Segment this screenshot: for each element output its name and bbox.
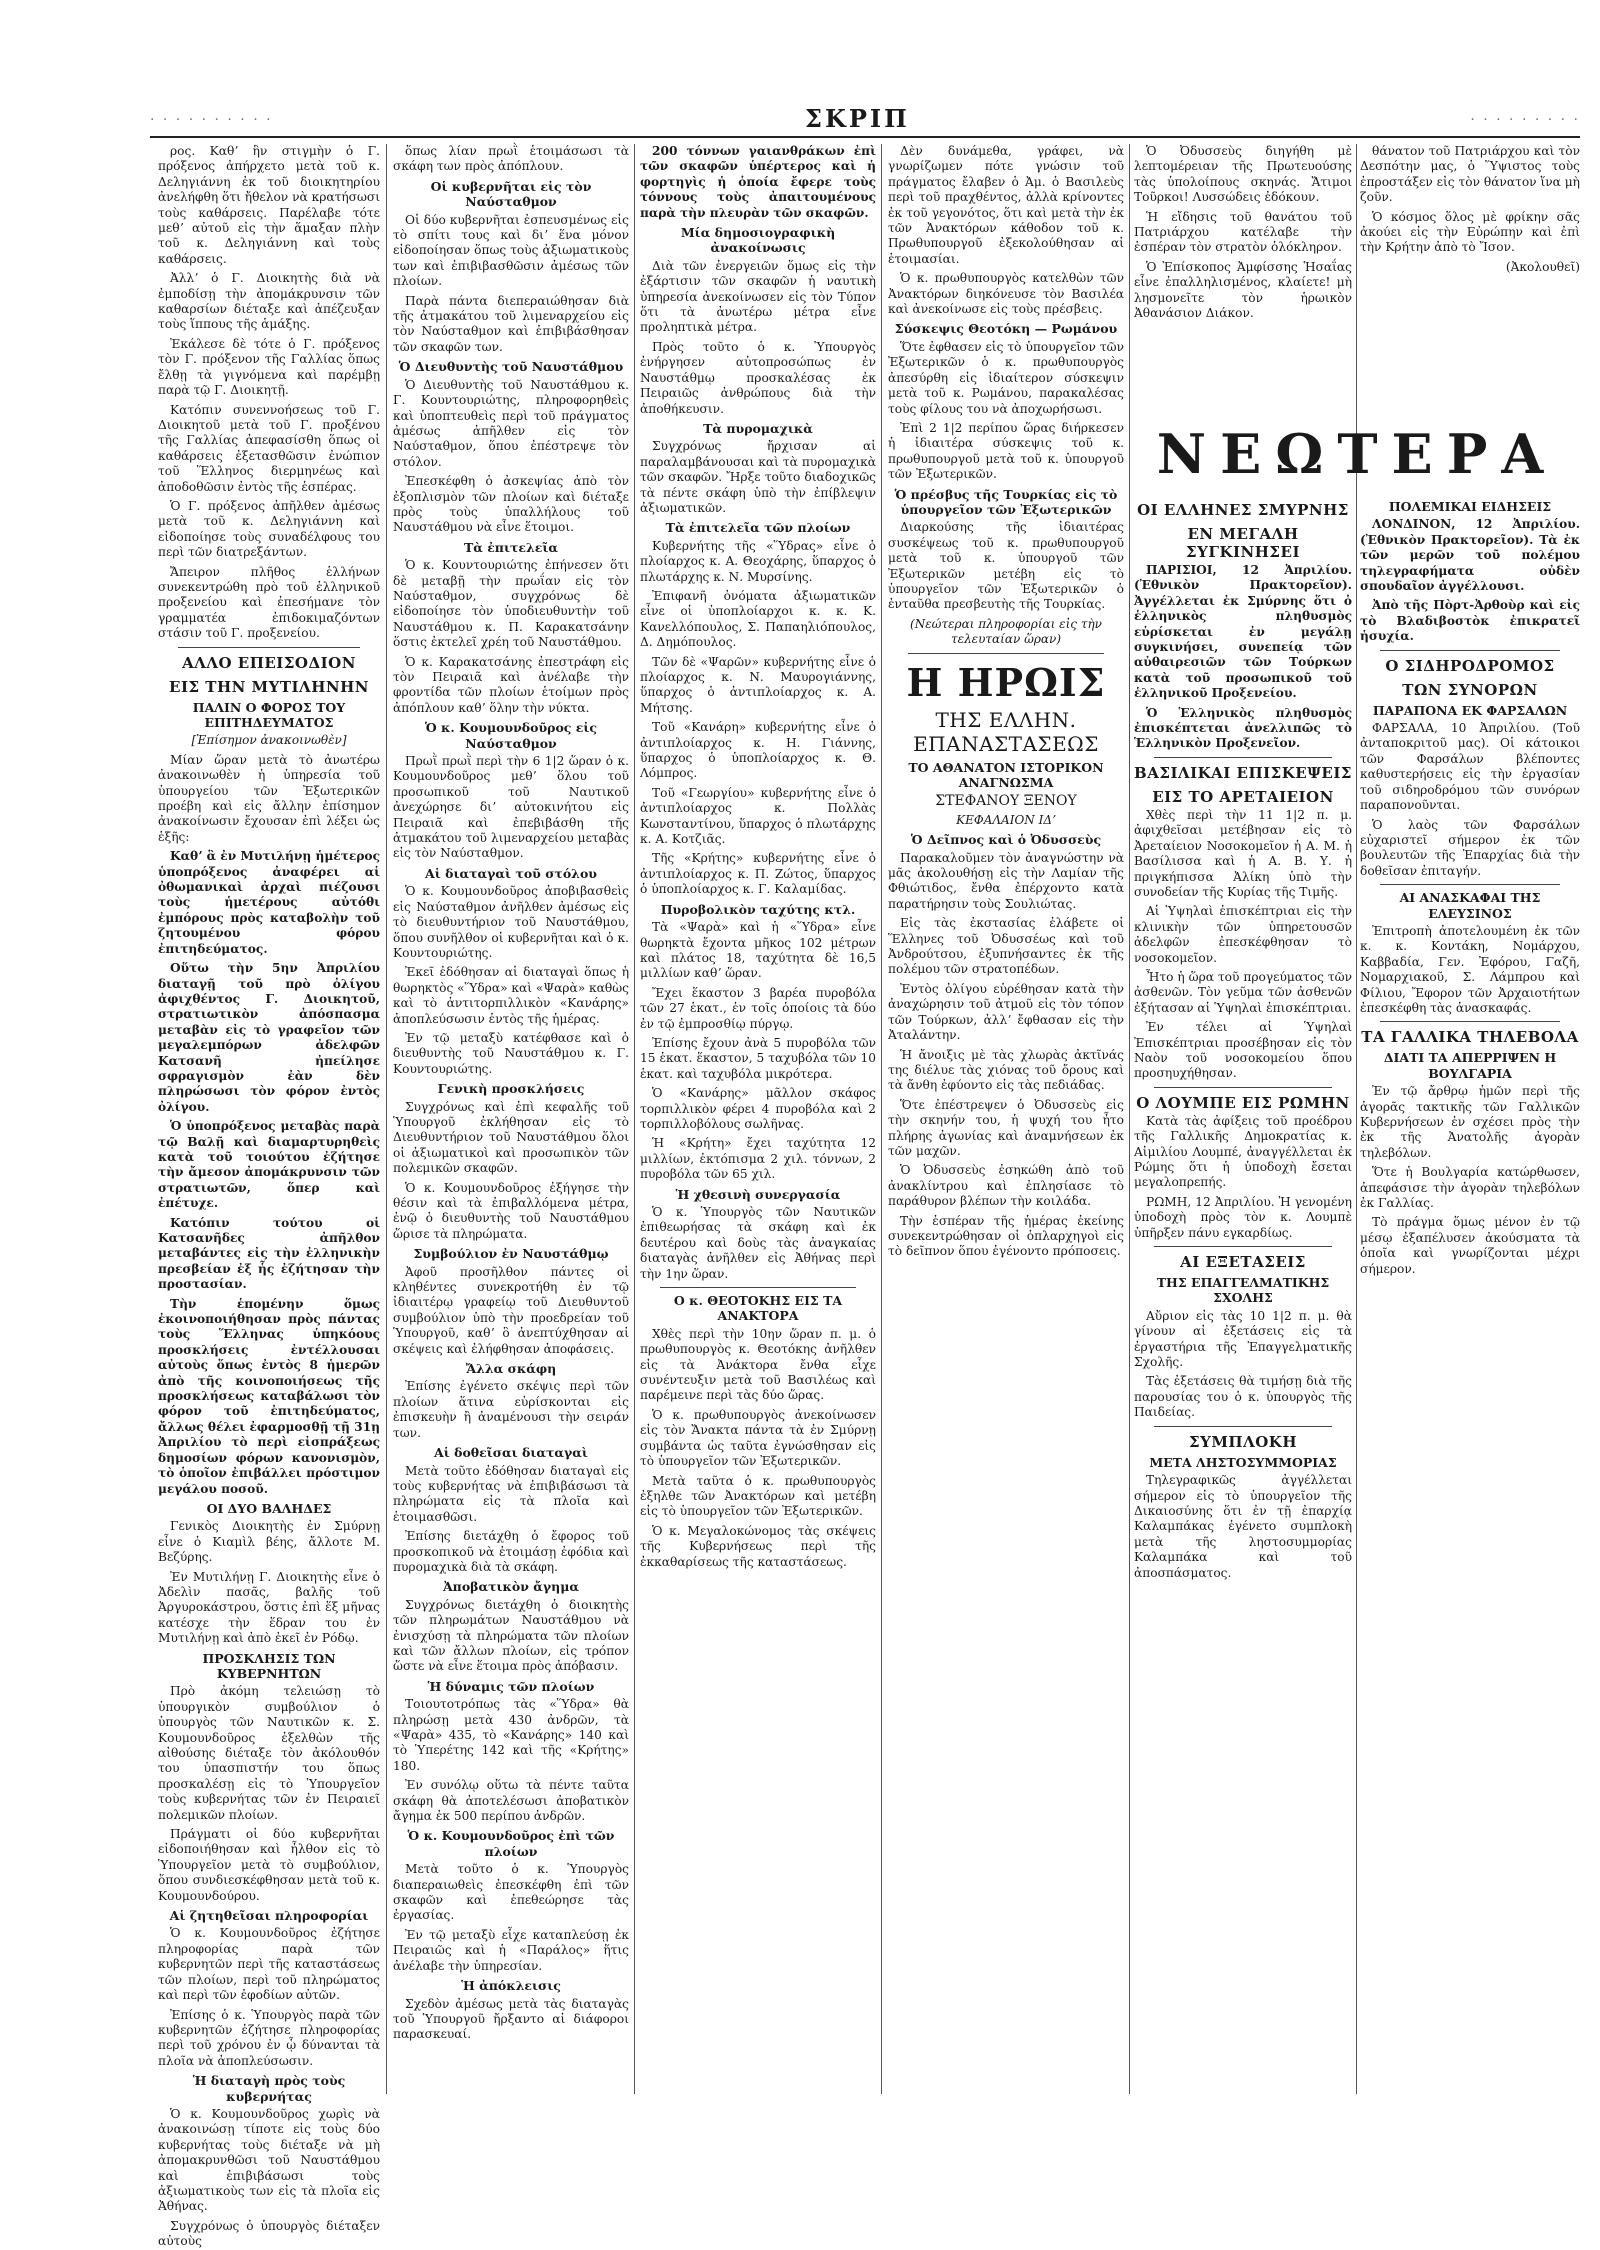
paragraph: Ἐπίσης διετάχθη ὁ ἔφορος τοῦ προσκοπικοῦ νὰ ἐτοιμάσῃ ἐφόδια καὶ πυρομαχικὰ διὰ τὰ σκάφη. (393, 1529, 629, 1574)
paragraph: Ἐπίσης ὁ κ. Ὑπουργὸς παρὰ τῶν κυβερνητῶν ἐζήτησε πληροφορίας περὶ τοῦ χρόνου ἐν ᾧ δύνανται τὰ πλοῖα νὰ ἀποπλεύσωσιν. (158, 2007, 380, 2068)
paragraph: Μετὰ τοῦτο ἐδόθησαν διαταγαὶ εἰς τοὺς κυβερνήτας νὰ ἐπιβιβάσωσι τὰ πληρώματα εἰς τὰ πλοῖα καὶ ἑτοιμασθῶσι. (393, 1463, 629, 1524)
paragraph: Αὔριον εἰς τὰς 10 1|2 π. μ. θὰ γίνουν αἱ ἐξετάσεις εἰς τὰ ἐργαστήρια τῆς Ἐπαγγελματικῆς Σχολῆς. (1134, 1308, 1352, 1370)
paragraph: Κυβερνήτης τῆς «Ὕδρας» εἶνε ὁ πλοίαρχος κ. Α. Θεοχάρης, ὕπαρχος ὁ πλωτάρχης κ. Ν. Μυρσίνης. (640, 538, 876, 584)
divider (660, 1287, 856, 1288)
header-ornament-right: · · · · · · · · · (1470, 112, 1580, 128)
paragraph: Τηλεγραφικῶς ἀγγέλλεται σήμερον εἰς τὸ ὑπουργεῖον τῆς Δικαιοσύνης ὅτι ἐν τῇ ἐπαρχίᾳ Καλαμπάκας ἐγένετο συμπλοκὴ μετὰ τῆς ληστοσυμμορίας Καλαμπάκα καὶ τοῦ ἀποσπάσματος. (1134, 1473, 1352, 1580)
paragraph: Ὁ Ἐπίσκοπος Ἀμφίσσης Ἡσαΐας εἶνε ἐπαλληλισμένος, κλαίετε! μὴ λησμονεῖτε τὸν ἡρωικὸν Ἀθανάσιον Διάκον. (1134, 259, 1352, 321)
headline: ΕΝ ΜΕΓΑΛΗ ΣΥΓΚΙΝΗΣΕΙ (1186, 525, 1300, 561)
page-label: ΣΚΡΙΠ (805, 104, 910, 133)
paragraph: Ὁ ὑποπρόξενος μεταβὰς παρὰ τῷ Βαλῇ καὶ διαμαρτυρηθεὶς κατὰ τοῦ τοιούτου ἐζήτησε τὴν ἄμεσον ἀπομάκρυνσιν τῶν στρατιωτῶν, ὅπερ καὶ ἐπέτυχε. (158, 1119, 380, 1211)
column-6-lower (1360, 495, 1580, 2095)
paragraph: Ἐν τῷ μεταξὺ εἶχε καταπλεύσῃ ἐκ Πειραιῶς καὶ ἡ «Παράλος» ἥτις ἀνέλαβε τὴν ὑπηρεσίαν. (393, 1927, 629, 1973)
paragraph: ὅπως λίαν πρωῒ ἑτοιμάσωσι τὰ σκάφη των πρὸς ἀπόπλουν. (393, 144, 629, 174)
subheadline: ΟΙ ΔΥΟ ΒΑΛΗΔΕΣ (206, 1500, 332, 1516)
paragraph: Ὁ Ὀδυσσεὺς ἐσηκώθη ἀπὸ τοῦ ἀνακλίντρου καὶ ἐπλησίασε τὸ παράθυρον βλέπων τὴν κοιλάδα. (888, 1163, 1124, 1209)
subheadline: Μία δημοσιογραφικὴ ἀνακοίνωσις (680, 225, 836, 256)
headline: Ο ΛΟΥΜΠΕ ΕΙΣ ΡΩΜΗΝ (1136, 1093, 1350, 1112)
paragraph: Μετὰ τοῦτο ὁ κ. Ὑπουργὸς διαπεραιωθεὶς ἐπεσκέφθη ἐπὶ τῶν σκαφῶν καὶ ἐπεθεώρησε τὰς ἐργασίας. (393, 1862, 629, 1923)
paragraph: Ἐν τέλει αἱ Ὑψηλαὶ Ἐπισκέπτριαι προσέβησαν εἰς τὸν Ναὸν τοῦ νοσοκομείου ὅπου προσηυχήθησαν. (1134, 1020, 1352, 1081)
divider (1380, 884, 1560, 885)
headline: Ο κ. ΘΕΟΤΟΚΗΣ ΕΙΣ ΤΑ ΑΝΑΚΤΟΡΑ (673, 1293, 843, 1324)
section-banner-neotera: ΝΕΩΤΕΡΑ (1156, 422, 1558, 486)
continued-note: (Ἀκολουθεῖ) (1505, 259, 1580, 274)
divider (1154, 1087, 1332, 1088)
paragraph: Συγχρόνως ἤρχισαν αἱ παραλαμβάνουσαι καὶ τὰ πυρομαχικὰ τῶν σκαφῶν. Ἤρξε τοῦτο διαδοχικῶς τὰ πέντε σκάφη ὑπὸ τὴν ἐπίβλεψιν ἀξιωματικῶν. (640, 439, 876, 515)
subheadline: Ὁ πρέσβυς τῆς Τουρκίας εἰς τὸ ὑπουργεῖον τῶν Ἐξωτερικῶν (894, 486, 1118, 517)
paragraph: Ὁ κόσμος ὅλος μὲ φρίκην σᾶς ἀκούει εἰς τὴν Εὐρώπην καὶ ἐπὶ τὴν Κρήτην ἀπὸ τὸ Ἴσον. (1360, 209, 1580, 255)
paragraph: Κατὰ τὰς ἀφίξεις τοῦ προέδρου τῆς Γαλλικῆς Δημοκρατίας κ. Αἰμιλίου Λουμπέ, ἀναγγέλλεται ἐκ Ρώμης ὅτι ἡ ὑποδοχὴ ἔσεται μεγαλοπρεπής. (1134, 1113, 1352, 1190)
paragraph: Συγχρόνως καὶ ἐπὶ κεφαλῆς τοῦ Ὑπουργοῦ ἐκλήθησαν εἰς τὸ Διευθυντήριον τοῦ Ναυστάθμου ὅλοι οἱ ἀξιωματικοὶ καὶ προσωπικὸν τῶν πολεμικῶν σκαφῶν. (393, 1099, 629, 1176)
column-2 (393, 144, 629, 2094)
paragraph: Ὁ κ. Κουμουνδοῦρος ἐζήτησε πληροφορίας παρὰ τῶν κυβερνητῶν περὶ τῆς καταστάσεως τῶν πλοίων, περὶ τοῦ πληρώματος καὶ περὶ τῶν ἐφοδίων αὐτῶν. (158, 1926, 380, 2003)
divider (1154, 1246, 1332, 1247)
paragraph: Πρὸς τοῦτο ὁ κ. Ὑπουργὸς ἐνήργησεν αὐτοπροσώπως ἐν Ναυστάθμῳ προσκαλέσας ἐκ Πειραιῶς ἀνθρώπους διὰ τὴν ἀποθήκευσιν. (640, 339, 876, 416)
paragraph: Μετὰ ταῦτα ὁ κ. πρωθυπουργὸς ἐξηλθε τῶν Ἀνακτόρων καὶ μετέβη εἰς τὸ ὑπουργεῖον τῶν Ἐξωτερικῶν. (640, 1473, 876, 1519)
paragraph: Ὁ κ. Κουμουνδοῦρος χωρὶς νὰ ἀνακοινώσῃ τίποτε εἰς τοὺς δύο κυβερνήτας τοὺς διέταξε νὰ μὴ ἀπομακρυνθῶσι τοῦ Ναυστάθμου καὶ ἐπιβιβάσωσι τοὺς ἀξιωματικοὺς των εἰς τὰ πλοῖα εἰς Ἀθήνας. (158, 2106, 380, 2214)
divider (1154, 1426, 1332, 1427)
paragraph: Ἐπιφανῆ ὀνόματα ἀξιωματικῶν εἶνε οἱ ὑποπλοίαρχοι κ. κ. Κ. Κανελλόπουλος, Σ. Παπαηλιόπουλος, Δ. Δημόπουλος. (640, 588, 876, 650)
headline: ΑΛΛΟ ΕΠΕΙΣΟΔΙΟΝ (182, 653, 356, 672)
paragraph: Τὴν ἑσπέραν τῆς ἡμέρας ἐκείνης συνεκεντρώθησαν οἱ ὁπλαρχηγοὶ εἰς τὸ δεῖπνον ὅπου ἐγένοντο πρόποσεις. (888, 1213, 1124, 1259)
paragraph: Ἐν συνόλῳ οὕτω τὰ πέντε ταῦτα σκάφη θὰ ἀποτελέσωσι ἀποβατικὸν ἄγημα ἐκ 500 περίπου ἀνδρῶν. (393, 1778, 629, 1824)
chapter-title: Ὁ Δεῖπνος καὶ ὁ Ὀδυσσεὺς (910, 832, 1102, 848)
subheadline: ΔΙΑΤΙ ΤΑ ΑΠΕΡΡΙΨΕΝ Η ΒΟΥΛΓΑΡΙΑ (1383, 1050, 1557, 1081)
paragraph: Ὁ κ. Μεγαλοκώνομος τὰς σκέψεις τῆς Κυβερνήσεως περὶ τῆς ἐκκαθαρίσεως τῆς καταστάσεως. (640, 1523, 876, 1569)
paragraph: Ἐπὶ 2 1|2 περίπου ὥρας διήρκεσεν ἡ ἰδιαιτέρα σύσκεψις τοῦ κ. πρωθυπουργοῦ μετὰ τοῦ κ. ὑπουργοῦ τῶν Ἐξωτερικῶν. (888, 420, 1124, 482)
serial-author: ΣΤΕΦΑΝΟΥ ΞΕΝΟΥ (935, 793, 1077, 810)
paragraph: ΠΑΡΙΣΙΟΙ, 12 Ἀπριλίου. (Ἐθνικὸν Πρακτορεῖον). Ἀγγέλλεται ἐκ Σμύρνης ὅτι ὁ ἑλληνικὸς πληθυσμὸς εὑρίσκεται ἐν μεγάλῃ συγκινήσει, συνεπείᾳ τῶν αὐθαιρεσιῶν τῶν Τούρκων κατὰ τοῦ προσωπικοῦ τοῦ ἑλληνικοῦ Προξενείου. (1134, 563, 1352, 701)
paragraph: Αἱ Ὑψηλαὶ ἐπισκέπτριαι εἰς τὴν κλινικὴν τῶν ὑπηρετουσῶν ἀδελφῶν ἐπεσκέφθησαν τὸ νοσοκομεῖον. (1134, 904, 1352, 965)
paragraph: θάνατον τοῦ Πατριάρχου καὶ τὸν Δεσπότην μας, ὁ Ὕψιστος τοὺς ἐπροστάξεν εἰς τὸν θάνατον ἵνα μὴ ζοῦν. (1360, 144, 1580, 205)
subheadline: ΠΡΟΣΚΛΗΣΙΣ ΤΩΝ ΚΥΒΕΡΝΗΤΩΝ (202, 1650, 336, 1681)
headline: ΕΙΣ ΤΗΝ ΜΥΤΙΛΗΝΗΝ (169, 677, 369, 696)
column-3 (640, 144, 876, 2094)
paragraph: Ἐντὸς ὀλίγου εὑρέθησαν κατὰ τὴν ἀναχώρησιν τοῦ ἀτμοῦ εἰς τὸν τόπον τῶν Τούρκων, ἀλλʼ ἔφθασαν εἰς τὴν Ἀταλάντην. (888, 981, 1124, 1043)
subheadline: Αἱ δοθεῖσαι διαταγαὶ (434, 1445, 588, 1461)
paragraph: Ἐν τῷ μεταξὺ κατέφθασε καὶ ὁ διευθυντὴς τοῦ Ναυστάθμου κ. Γ. Κουντουριώτης. (393, 1030, 629, 1076)
subheadline: Ὁ κ. Κουμουνδοῦρος εἰς Ναύσταθμον (424, 720, 598, 751)
paragraph: Ὁ «Κανάρης» μᾶλλον σκάφος τορπιλλικὸν φέρει 4 πυροβόλα καὶ 2 τορπιλλοβόλους σωλῆνας. (640, 1086, 876, 1131)
paragraph: Τὸ πράγμα ὅμως μένον ἐν τῷ μέσῳ ἐξαπέλυσεν ἀκούσματα τὰ ὁποῖα καὶ γνωρίζονται μέχρι σήμερον. (1360, 1215, 1580, 1276)
paragraph: Ὅτε ἐπέστρεψεν ὁ Ὀδυσσεὺς εἰς τὴν σκηνήν του, ἡ ψυχή του ἦτο πλήρης ἀγωνίας καὶ ἀναμνήσεων ἐκ τῶν μαχῶν. (888, 1097, 1124, 1158)
divider (1380, 1021, 1560, 1022)
paragraph: Κατόπιν συνεννοήσεως τοῦ Γ. Διοικητοῦ μετὰ τοῦ Γ. προξένου τῆς Γαλλίας ἀπεφασίσθη ὅπως οἱ καθάρσεις ἐξετασθῶσιν ἐνώπιον τοῦ Ἕλληνος διερμηνέως καὶ ἀποδοθῶσιν ἐντὸς τῆς ἑσπέρας. (158, 402, 380, 494)
headline: ΒΑΣΙΛΙΚΑΙ ΕΠΙΣΚΕΨΕΙΣ (1134, 763, 1352, 782)
subheadline: Ἄλλα σκάφη (465, 1361, 557, 1377)
divider (1154, 757, 1332, 758)
headline: ΣΥΜΠΛΟΚΗ (1189, 1432, 1297, 1451)
paragraph: Ὁ κ. πρωθυπουργὸς ἀνεκοίνωσεν εἰς τὸν Ἄνακτα πάντα τὰ ἐν Σμύρνῃ συμβάντα ὡς ταῦτα ἐγνώσθησαν εἰς τὸ ὑπουργεῖον τῶν Ἐξωτερικῶν. (640, 1407, 876, 1469)
paragraph: Ὁ κ. Κουμουνδοῦρος ἐξήγησε τὴν θέσιν καὶ τὰ ἐπιβαλλόμενα μέτρα, ἐνῷ ὁ διευθυντὴς τοῦ Ναυστάθμου ὥρισε τὰ πληρώματα. (393, 1180, 629, 1241)
paragraph: Τὰ «Ψαρὰ» καὶ ἡ «Ὕδρα» εἶνε θωρηκτὰ ἔχοντα μῆκος 102 μέτρων καὶ πλάτος 18, ταχύτητα δὲ 16,5 μιλλίων καθʼ ὥραν. (640, 920, 876, 981)
paragraph: Ἦτο ἡ ὥρα τοῦ προγεύματος τῶν ἀσθενῶν. Τὸν γεῦμα τῶν ἀσθενῶν ἐξήτασαν αἱ Ὑψηλαὶ ἐπισκέπτριαι. (1134, 969, 1352, 1015)
paragraph: Τῆς «Κρήτης» κυβερνήτης εἶνε ὁ ἀντιπλοίαρχος κ. Π. Ζώτος, ὕπαρχος ὁ ὑποπλοίαρχος κ. Γ. Καλαμίδας. (640, 851, 876, 897)
paragraph: Συγχρόνως διετάχθη ὁ διοικητὴς τῶν πληρωμάτων Ναυστάθμου νὰ ἐνισχύσῃ τὰ πληρώματα τῶν πλοίων καὶ τῶν ἄλλων πλοίων, εἰς τρόπον ὥστε νὰ εἶνε ἕτοιμα πρὸς ἀπόβασιν. (393, 1597, 629, 1674)
paragraph: Τοιουτοτρόπως τὰς «Ὕδρα» θὰ πληρώσῃ μετὰ 430 ἀνδρῶν, τὰ «Ψαρὰ» 435, τὸ «Κανάρης» 140 καὶ τὸ Ὑπερέτης 142 καὶ τῆς «Κρήτης» 180. (393, 1697, 629, 1773)
paragraph: Ἐπεσκέφθη ὁ ἀσκεψίας ἀπὸ τὸν ἐξοπλισμὸν τῶν πλοίων καὶ διέταξε πρὸς τοὺς ὑπαλλήλους τοῦ Ναυστάθμου νὰ εἶνε ἕτοιμοι. (393, 474, 629, 535)
paragraph: Τὴν ἑπομένην ὅμως ἐκοινοποιήθησαν πρὸς πάντας τοὺς Ἕλληνας ὑπηκόους προσκλήσεις ἐντέλλουσαι αὐτοὺς ὅπως ἐντὸς 8 ἡμερῶν ἀπὸ τῆς κοινοποιήσεως τῆς προσκλήσεως καταβάλωσι τὸν φόρον τοῦ ἐπιτηδεύματος, ἄλλως θέλει ἐφαρμοσθῇ τῇ 31ῃ Ἀπριλίου τὸ περὶ εἰσπράξεως δημοσίων φόρων κανονισμὸν, τὸ ὁποῖον ἐπιβάλλει πρόστιμον μεγάλου ποσοῦ. (158, 1296, 380, 1496)
column-6-top (1360, 144, 1580, 414)
subheadline: Ἡ ἀπόκλεισις (461, 1978, 561, 1994)
paragraph: Τῶν δὲ «Ψαρῶν» κυβερνήτης εἶνε ὁ πλοίαρχος κ. Ν. Μαυρογιάννης, ὕπαρχος ὁ ἀντιπλοίαρχος κ. Α. Μήτσης. (640, 654, 876, 715)
paragraph: Εἰς τὰς ἐκστασίας ἐλάβετε οἱ Ἕλληνες τοῦ Ὀδυσσέως καὶ τοῦ Ἀνδρούτσου, ἐξυπνήσαντες ἐκ τῆς πολέμου τῶν στρατοπέδων. (888, 916, 1124, 977)
column-5 (1134, 144, 1352, 414)
paragraph: Οὕτω τὴν 5ην Ἀπριλίου διαταγῇ τοῦ πρὸ ὀλίγου ἀφιχθέντος Γ. Διοικητοῦ, στρατιωτικὸν ἀπόσπασμα μεταβὰν εἰς τὸ γραφεῖον τῶν μεγαλεμπόρων ἀδελφῶν Κατσανῆ ἠπείλησε σφραγισμὸν ἐὰν δὲν πληρώσωσι τὸν φόρον ἐντὸς ὀλίγου. (158, 961, 380, 1114)
paragraph: Ἐν Μυτιλήνῃ Γ. Διοικητὴς εἶνε ὁ Ἀδελὶν πασᾶς, βαλῆς τοῦ Ἀργυροκάστρου, ὅστις ἐπὶ ἕξ μῆνας κατέσχε τὴν ἕδραν του ἐν Μυτιλήνῃ καὶ ἀπὸ ἐκεῖ ἐν Ρόδῳ. (158, 1569, 380, 1646)
paragraph: Ὁ κ. Καρακατσάνης ἐπεστράφη εἰς τὸν Πειραιᾶ καὶ ἀνέλαβε τὴν φροντίδα τῶν πλοίων ἑτοίμων πρὸς ἀπόπλουν καθʼ ὅλην τὴν νύκτα. (393, 654, 629, 715)
paragraph: ρος. Καθʼ ἣν στιγμὴν ὁ Γ. πρόξενος ἀπήρχετο μετὰ τοῦ κ. Δεληγιάννη ἐκ τοῦ διοικητηρίου ἀνελήφθη ὅτι ἤθελον νὰ κρατήσωσι τοὺς καθάρσεις. Παρέλαβε τότε μεθʼ αὐτοῦ εἰς τὴν ἅμαξαν πλὴν τοῦ κ. Δεληγιάννη καὶ τοὺς καθάρσεις. (158, 144, 380, 266)
paragraph: Ὁ λαὸς τῶν Φαρσάλων εὐχαριστεῖ σήμερον ἐκ τῶν βουλευτῶν τῆς Ἐπαρχίας διὰ τὴν δοθεῖσαν ἐπιταγήν. (1360, 817, 1580, 878)
subheadline: Ὁ Διευθυντὴς τοῦ Ναυστάθμου (398, 359, 624, 375)
paragraph: Ἀφοῦ προσῆλθον πάντες οἱ κληθέντες συνεκροτήθη ἐν τῷ ἰδιαιτέρῳ γραφείῳ τοῦ Διευθυντοῦ συμβούλιον ὑπὸ τὴν προεδρείαν τοῦ Ὑπουργοῦ, καθʼ ὃ ἀνεπτύχθησαν αἱ σκέψεις καὶ ἐλήφθησαν ἀποφάσεις. (393, 1264, 629, 1356)
paragraph: Δὲν δυνάμεθα, γράφει, νὰ γνωρίζωμεν πότε γνώσιν τοῦ πράγματος ἔλαβεν ὁ Ἀμ. ὁ Βασιλεὺς περὶ τοῦ πραχθέντος, ἀλλὰ κρίνοντες ἐκ τοῦ γεγονότος, ὅτι καὶ μετὰ τὴν ἐκ τῶν Ἀνακτόρων κάθοδον τοῦ κ. Πρωθυπουργοῦ ἐξεκολούθησαν αἱ ἑτοιμασίαι. (888, 144, 1124, 266)
serial-subtitle: ΤΗΣ ΕΛΛΗΝ. ΕΠΑΝΑΣΤΑΣΕΩΣ (913, 707, 1099, 756)
paragraph: Τὰς ἐξετάσεις θὰ τιμήσῃ διὰ τῆς παρουσίας του ὁ κ. ὑπουργὸς τῆς Παιδείας. (1134, 1374, 1352, 1420)
paragraph: Τοῦ «Κανάρη» κυβερνήτης εἶνε ὁ ἀντιπλοίαρχος κ. Η. Γιάννης, ὕπαρχος ὁ ὑποπλοίαρχος κ. Θ. Λόμπρος. (640, 720, 876, 781)
paragraph: Ὁ Διευθυντὴς τοῦ Ναυστάθμου κ. Γ. Κουντουριώτης, πληροφορηθεὶς καὶ ὑποπτευθεὶς περὶ τοῦ πράγματος ἀμέσως ἀπῆλθεν εἰς τὸν Ναύσταθμον, ὅπου ἐπέστρεψε τὸν στόλον. (393, 377, 629, 469)
paragraph: Καθʼ ἃ ἐν Μυτιλήνῃ ἡμέτερος ὑποπρόξενος ἀναφέρει αἱ ὀθωμανικαὶ ἀρχαὶ πιέζουσι τοὺς ἡμετέρους αὐτόθι ἐμπόρους πρὸς καταβολὴν τοῦ ζητουμένου φόρου ἐπιτηδεύματος. (158, 849, 380, 956)
paragraph: Γενικὸς Διοικητὴς ἐν Σμύρνῃ εἶνε ὁ Κιαμὶλ βέης, ἄλλοτε Μ. Βεζύρης. (158, 1519, 380, 1565)
headline: ΑΙ ΕΞΕΤΑΣΕΙΣ (1180, 1253, 1306, 1272)
paragraph: Παρὰ πάντα διεπεραιώθησαν διὰ τῆς ἀτμακάτου τοῦ λιμεναρχείου εἰς τὸν Ναύσταθμον καὶ ἐπιβιβάσθησαν τῶν σκαφῶν των. (393, 293, 629, 354)
subheadline: Σύσκεψις Θεοτόκη — Ρωμάνου (894, 321, 1118, 337)
paragraph: Ἄπειρον πλῆθος ἑλλήνων συνεκεντρώθη πρὸ τοῦ ἑλληνικοῦ προξενείου καὶ ἐπεσήμανε τὸν γραμματέα ἐπιδοκιμαζόντων στάσιν τοῦ Γ. προξενείου. (158, 564, 380, 641)
note: (Νεώτεραι πληροφορίαι εἰς τὴν τελευταίαν ὥραν) (910, 616, 1102, 647)
headline: ΕΙΣ ΤΟ ΑΡΕΤΑΙΕΙΟΝ (1152, 787, 1334, 806)
subheadline: Οἱ κυβερνῆται εἰς τὸν Ναύσταθμον (430, 178, 592, 210)
column-rule (386, 144, 387, 2094)
paragraph: Κατόπιν τούτου οἱ Κατσανῆδες ἀπῆλθον μεταβάντες εἰς τὴν ἐλληνικὴν πρεσβείαν ἐξ ἧς ἐζήτησαν τὴν προστασίαν. (158, 1215, 380, 1292)
paragraph: Τοῦ «Γεωργίου» κυβερνήτης εἶνε ὁ ἀντιπλοίαρχος κ. Πολλὰς Κωνσταντίνου, ὕπαρχος ὁ πλωτάρχης κ. Α. Κοτζιᾶς. (640, 785, 876, 847)
paragraph: Οἱ δύο κυβερνῆται ἐσπευσμένως εἰς τὸ σπίτι τους καὶ διʼ ἕνα μόνον εἰδοποίησαν ὅπως τοὺς ἀξιωματικοὺς των καὶ ἐπιβιβασθῶσιν ἀμέσως τῶν πλοίων. (393, 212, 629, 289)
column-1 (158, 144, 380, 2249)
paragraph: Ἀλλʼ ὁ Γ. Διοικητὴς διὰ νὰ ἐμποδίσῃ τὴν ἀπομάκρυνσιν τῶν καθαρσίων διέταξε καὶ ἀπέζευξαν τοὺς ἵππους τῆς ἁμάξης. (158, 271, 380, 332)
page-header (150, 104, 1580, 138)
subheadline: ΤΗΣ ΕΠΑΓΓΕΛΜΑΤΙΚΗΣ ΣΧΟΛΗΣ (1156, 1275, 1330, 1306)
paragraph: ΛΟΝΔΙΝΟΝ, 12 Ἀπριλίου. (Ἐθνικὸν Πρακτορεῖον). Τὰ ἐκ τῶν μερῶν τοῦ πολέμου τηλεγραφήματα οὐδὲν σπουδαῖον ἀγγέλλουσι. (1360, 517, 1580, 594)
column-rule (1129, 144, 1130, 2094)
paragraph: Ἐπίσης ἔχουν ἀνὰ 5 πυροβόλα τῶν 15 ἑκατ. ἕκαστον, 5 ταχυβόλα τῶν 10 ἑκατ. καὶ ταχυβόλα μικρότερα. (640, 1035, 876, 1081)
subheadline: Τὰ πυρομαχικὰ (703, 420, 813, 436)
subheadline: Γενικὴ προσκλήσεις (437, 1081, 585, 1097)
subheadline: ΠΑΛΙΝ Ο ΦΟΡΟΣ ΤΟΥ ΕΠΙΤΗΔΕΥΜΑΤΟΣ (192, 699, 346, 730)
subheadline: Ἡ χθεσινὴ συνεργασία (675, 1186, 841, 1202)
paragraph: Ὁ Ἑλληνικὸς πληθυσμὸς ἐπισκέπτεται ἀνελλιπῶς τὸ Ἑλληνικὸν Προξενεῖον. (1134, 705, 1352, 751)
subheadline: Πυροβολικὸν ταχύτης κτλ. (660, 901, 856, 917)
divider (178, 647, 360, 648)
paragraph: Χθὲς περὶ τὴν 10ην ὥραν π. μ. ὁ πρωθυπουργὸς κ. Θεοτόκης ἀνῆλθεν εἰς τὰ Ἀνάκτορα ἔνθα εἶχε συνέντευξιν μετὰ τοῦ Βασιλέως καὶ παρέμεινε περὶ τὰς δύο ὥρας. (640, 1326, 876, 1403)
paragraph: Πρὸ ἀκόμη τελειώσῃ τὸ ὑπουργικὸν συμβούλιον ὁ ὑπουργὸς τῶν Ναυτικῶν κ. Σ. Κουμουνδοῦρος ἐξελθὼν τῆς αἰθούσης διέταξε τὸν ἀκόλουθόν του ὑπασπιστήν του ὅπως προσκαλέσῃ εἰς τὸ Ὑπουργεῖον τοὺς κυβερνήτας τῶν ἐν Πειραιεῖ πολεμικῶν πλοίων. (158, 1684, 380, 1822)
subheadline: Ἀποβατικὸν ἄγημα (442, 1579, 580, 1595)
paragraph: 200 τόννων γαιανθράκων ἐπὶ τῶν σκαφῶν ὑπέρτερος καὶ ἡ φορτηγὶς ἡ ὁποία ἔφερε τοὺς τόννους τοὺς ἀπαιτουμένους παρὰ τὴν πλευρὰν τῶν σκαφῶν. (640, 144, 876, 220)
paragraph: Ἀπὸ τῆς Πὸρτ-Ἀρθοὺρ καὶ εἰς τὸ Βλαδιβοστὸκ ἐπικρατεῖ ἡσυχία. (1360, 598, 1580, 644)
divider (908, 653, 1104, 654)
divider (1380, 650, 1560, 651)
headline: ΠΟΛΕΜΙΚΑΙ ΕΙΔΗΣΕΙΣ (1388, 499, 1552, 514)
paragraph: Ἡ εἴδησις τοῦ θανάτου τοῦ Πατριάρχου κατέλαβε τὴν ἑσπέραν τὸν στρατὸν ὁλόκληρον. (1134, 209, 1352, 255)
paragraph: Ἡ «Κρήτη» ἔχει ταχύτητα 12 μιλλίων, ἐκτόπισμα 2 χιλ. τόννων, 2 πυροβόλα τῶν 65 χιλ. (640, 1136, 876, 1182)
paragraph: Ὁ κ. Κουμουνδοῦρος ἀποβιβασθεὶς εἰς Ναύσταθμον ἀνῆλθεν ἀμέσως εἰς τὸ διευθυντήριον τοῦ Ναυστάθμου, ὅπου συνῆλθον οἱ κυβερνῆται καὶ ὁ κ. Κουντουριώτης. (393, 884, 629, 960)
paragraph: Σχεδὸν ἀμέσως μετὰ τὰς διαταγὰς τοῦ Ὑπουργοῦ ἤρξαντο αἱ διάφοροι παρασκευαί. (393, 1996, 629, 2042)
headline: ΟΙ ΕΛΛΗΝΕΣ ΣΜΥΡΝΗΣ (1137, 501, 1349, 519)
subheadline: Ὁ κ. Κουμουνδοῦρος ἐπὶ τῶν πλοίων (407, 1828, 615, 1859)
paragraph: ΦΑΡΣΑΛΑ, 10 Ἀπριλίου. (Τοῦ ἀνταποκριτοῦ μας). Οἱ κάτοικοι τῶν Φαρσάλων βλέποντες καθυστερήσεις εἰς τὴν ἐργασίαν τοῦ σιδηροδρόμου τῶν συνόρων παραπονοῦνται. (1360, 721, 1580, 813)
subheadline: Ἡ διαταγὴ πρὸς τοὺς κυβερνήτας (192, 2073, 346, 2104)
column-rule (881, 144, 882, 2094)
column-5-lower (1134, 495, 1352, 2095)
serial-chapter: ΚΕΦΑΛΑΙΟΝ ΙΔʼ (956, 812, 1056, 827)
subheadline: Τὰ ἐπιτελεῖα (463, 539, 559, 555)
paragraph: Ἐν τῷ ἄρθρῳ ἡμῶν περὶ τῆς ἀγορᾶς τακτικῆς τῶν Γαλλικῶν Κυβερνήσεων ἐν σχέσει πρὸς τὴν ἐκ τῆς Ἀνατολῆς ἀγορὰν τηλεβόλων. (1360, 1084, 1580, 1160)
serial-tagline: ΤΟ ΑΘΑΝΑΤΟΝ ΙΣΤΟΡΙΚΟΝ ΑΝΑΓΝΩΣΜΑ (908, 759, 1104, 790)
subheadline: Συμβούλιον ἐν Ναυστάθμῳ (413, 1246, 609, 1262)
subheadline: Αἱ ζητηθεῖσαι πληροφορίαι (169, 1908, 369, 1924)
paragraph: Ἔχει ἕκαστον 3 βαρέα πυροβόλα τῶν 27 ἑκατ., ἐν τοῖς ὁποίοις τὰ δύο ἐν τῷ ἐμπροσθίῳ πύργῳ. (640, 985, 876, 1031)
paragraph: Ὁ κ. πρωθυπουργὸς κατελθὼν τῶν Ἀνακτόρων διηκόνευσε τὸν Βασιλέα καὶ ἀνεκοίνωσε εἰς τοὺς πρέσβεις. (888, 271, 1124, 317)
headline: Ο ΣΙΔΗΡΟΔΡΟΜΟΣ (1385, 656, 1555, 675)
paragraph: Ἐπίσης ἐγένετο σκέψις περὶ τῶν πλοίων ἅτινα εὑρίσκονται εἰς ἐπισκευὴν ἢ ἀναμένουσι τὴν σειράν των. (393, 1379, 629, 1440)
paragraph: Ὁ Ὀδυσσεὺς διηγήθη μὲ λεπτομέρειαν τῆς Πρωτευούσης τὰς ὑπολοίπους σκηνάς. Ἄτιμοι Τοῦρκοι! Λυσσώδεις ἐδόκουν. (1134, 144, 1352, 205)
paragraph: Πρωῒ πρωῒ περὶ τὴν 6 1|2 ὥραν ὁ κ. Κουμουνδοῦρος μεθʼ ὅλου τοῦ προσωπικοῦ τοῦ Ναυτικοῦ ἀνεχώρησε διʼ αὐτοκινήτου εἰς Πειραιᾶ καὶ ἐπεβιβάσθη τῆς ἀτμακάτου τοῦ λιμεναρχείου μεταβὰς εἰς τὸν Ναύσταθμον. (393, 754, 629, 861)
column-rule (634, 144, 635, 2094)
paragraph: Ὁ κ. Ὑπουργὸς τῶν Ναυτικῶν ἐπιθεωρήσας τὰ σκάφη καὶ ἐκ δευτέρου καὶ δοὺς τὰς ἀναγκαίας διαταγὰς ἀνῆλθεν εἰς Ἀθήνας περὶ τὴν 1ην ὥραν. (640, 1205, 876, 1281)
paragraph: Μίαν ὥραν μετὰ τὸ ἀνωτέρω ἀνακοινωθὲν ἡ ὑπηρεσία τοῦ ὑπουργείου τῶν Ἐξωτερικῶν προέβη καὶ εἰς ἄλλην ἐπίσημον ἀνακοίνωσιν ἔχουσαν ἐπὶ λέξει ὡς ἑξῆς: (158, 752, 380, 844)
paragraph: Ὁ κ. Κουντουριώτης ἐπήνεσεν ὅτι δὲ μεταβῇ τὴν πρωΐαν εἰς τὸν Ναύσταθμον, συγχρόνως δὲ εἰδοποίησε τὸν ὑποδιευθυντὴν τοῦ Ναυστάθμου κ. Π. Καρακατσάνην ὅστις ἐκτελεῖ χρέη τοῦ Ναυστάθμου. (393, 558, 629, 650)
subtitle: [Ἐπίσημον ἀνακοινωθὲν] (191, 733, 347, 748)
paragraph: Ἐπιτροπὴ ἀποτελουμένη ἐκ τῶν κ. κ. Κοντάκη, Νομάρχου, Καββαδία, Γεν. Ἐφόρου, Γαζῆ, Νομαρχιακοῦ, Σ. Λάμπρου καὶ Φίλιου, Ἔφορον τῶν Ἀρχαιοτήτων ἐπεσκέφθη τὰς ἀνασκαφάς. (1360, 923, 1580, 1015)
subheadline: Τὰ ἐπιτελεῖα τῶν πλοίων (665, 520, 851, 536)
subheadline: ΠΑΡΑΠΟΝΑ ΕΚ ΦΑΡΣΑΛΩΝ (1372, 702, 1568, 718)
paragraph: Ἐκάλεσε δὲ τότε ὁ Γ. πρόξενος τὸν Γ. πρόξενον τῆς Γαλλίας ὅπως ἔλθῃ τὰ γιγνόμενα καὶ παρέμβῃ παρὰ τῷ Γ. Διοικητῇ. (158, 336, 380, 398)
paragraph: Ἐκεῖ ἐδόθησαν αἱ διαταγαὶ ὅπως ἡ θωρηκτὸς «Ὕδρα» καὶ «Ψαρὰ» καθὼς καὶ τὸ ἀντιτορπιλλικὸν «Κανάρης» ἀποπλεύσωσιν ἐντὸς τῆς ἡμέρας. (393, 965, 629, 1026)
paragraph: Ὅτε ἡ Βουλγαρία κατώρθωσεν, ἀπεφάσισε τὴν ἀγορὰν τηλεβόλων ἐκ Γαλλίας. (1360, 1165, 1580, 1211)
paragraph: Ὅτε ἐφθασεν εἰς τὸ ὑπουργεῖον τῶν Ἐξωτερικῶν ὁ κ. πρωθυπουργὸς ἀπεσύρθη εἰς ἰδιαίτερον σύσκεψιν μετὰ τοῦ κ. Ρωμάνου, παρακαλέσας τοὺς φίλους του νὰ ἀποχωρήσωσι. (888, 339, 1124, 416)
paragraph: Χθὲς περὶ τὴν 11 1|2 π. μ. ἀφιχθεῖσαι μετέβησαν εἰς τὸ Ἀρεταίειον Νοσοκομεῖον ἡ Α. Μ. ἡ Βασίλισσα καὶ ἡ Α. Β. Υ. ἡ πριγκήπισσα Ἀλίκη ὑπὸ τὴν συνοδείαν τῆς Κυρίας τῆς Τιμῆς. (1134, 807, 1352, 899)
header-ornament-left: · · · · · · · · · · (150, 112, 273, 128)
serial-title: Η ΗΡΩΙΣ (906, 659, 1106, 705)
subheadline: ΜΕΤΑ ΛΗΣΤΟΣΥΜΜΟΡΙΑΣ (1149, 1454, 1337, 1470)
subheadline: Αἱ διαταγαὶ τοῦ στόλου (425, 865, 597, 881)
paragraph: Πράγματι οἱ δύο κυβερνῆται εἰδοποιήθησαν καὶ ἦλθον εἰς τὸ Ὑπουργεῖον μετὰ τὸ συμβούλιον, ὅπου συνδιεσκέφθησαν μετὰ τοῦ κ. Κουμουνδούρου. (158, 1827, 380, 1903)
paragraph: ΡΩΜΗ, 12 Ἀπριλίου. Ἡ γενομένη ὑποδοχὴ πρὸς τὸν κ. Λουμπὲ ὑπῆρξεν πάνυ εγκαρδίως. (1134, 1194, 1352, 1240)
headline: ΤΩΝ ΣΥΝΟΡΩΝ (1402, 680, 1538, 699)
paragraph: Ὁ Γ. πρόξενος ἀπῆλθεν ἀμέσως μετὰ τοῦ κ. Δεληγιάννη καὶ εἰδοποίησε τοὺς συναδέλφους του περὶ τῶν διατρεξάντων. (158, 498, 380, 560)
paragraph: Διαρκούσης τῆς ἰδιαιτέρας συσκέψεως τοῦ κ. πρωθυπουργοῦ μετὰ τοῦ κ. ὑπουργοῦ τῶν Ἐξωτερικῶν μετέβη εἰς τὸ ὑπουργεῖον τῶν Ἐξωτερικῶν ὁ ἐνταῦθα πρεσβευτὴς τῆς Τουρκίας. (888, 520, 1124, 612)
paragraph: Ἡ ἄνοιξις μὲ τὰς χλωρὰς ἀκτῖνάς της διέλυε τὰς χιόνας τοῦ ὄρους καὶ τὰ ἄνθη ἐφύοντο εἰς τὰς πεδιάδας. (888, 1047, 1124, 1093)
subheadline: Ἡ δύναμις τῶν πλοίων (427, 1678, 595, 1694)
paragraph: Συγχρόνως ὁ ὑπουργὸς διέταξεν αὐτοὺς (158, 2218, 380, 2249)
paragraph: Παρακαλοῦμεν τὸν ἀναγνώστην νὰ μᾶς ἀκολουθήσῃ εἰς τὴν Λαμίαν τῆς Φθιώτιδος, ἔνθα ἐπέρχοντο κατὰ παρατήρησιν τοὺς Σουλιώτας. (888, 850, 1124, 911)
column-4 (888, 144, 1124, 2094)
headline: ΤΑ ΓΑΛΛΙΚΑ ΤΗΛΕΒΟΛΑ (1361, 1028, 1579, 1047)
headline: ΑΙ ΑΝΑΣΚΑΦΑΙ ΤΗΣ ΕΛΕΥΣΙΝΟΣ (1399, 890, 1541, 921)
paragraph: Διὰ τῶν ἐνεργειῶν ὅμως εἰς τὴν ἐξάρτισιν τῶν σκαφῶν ἡ ναυτικὴ ὑπηρεσία ἀνεκοίνωσεν εἰς τὸν Τύπον ὅτι τὰ ἀνωτέρω μέτρα εἶνε προληπτικὰ μέτρα. (640, 258, 876, 335)
